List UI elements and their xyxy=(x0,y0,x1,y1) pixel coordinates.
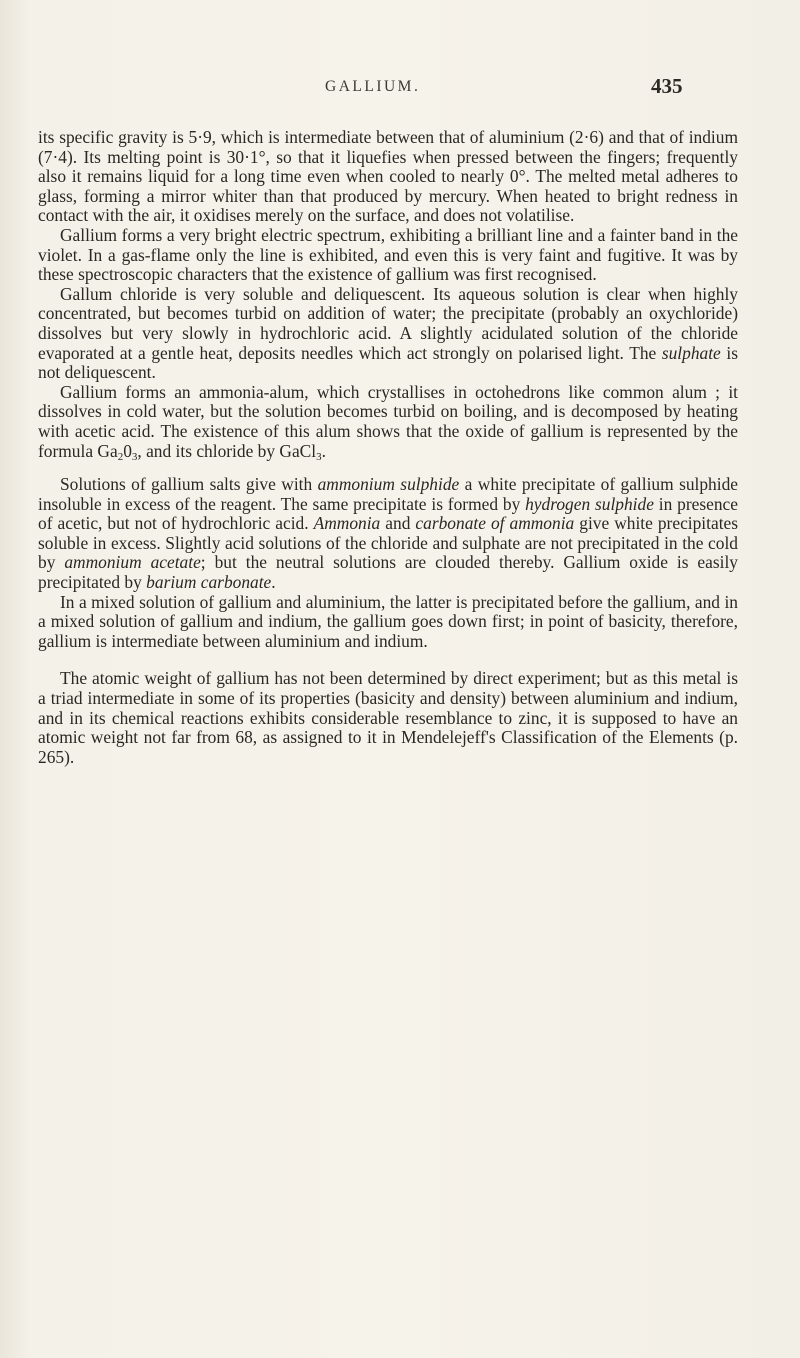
term-ammonium-acetate: ammonium acetate xyxy=(64,552,201,573)
formula-ga: Ga xyxy=(97,440,118,461)
term-ammonia: Ammonia xyxy=(313,513,381,534)
paragraph-spectrum: Gallium forms a very bright electric spectrum, exhibiting a brilliant line and a fainter band in the violet. In a gas-flame only the line is exhibited, and even this is very faint and fugitive. It was by these spectroscopic characters that the existence of gallium was first recognised. xyxy=(38,224,738,285)
paragraph-mixed-solution: In a mixed solution of gallium and aluminium, the latter is precipitated before the gallium, and in a mixed solution of gallium and indium, the gallium goes down first; in point of basicity, therefore, gallium is intermediate between aluminium and indium. xyxy=(38,591,738,651)
term-hydrogen-sulphide: hydrogen sulphide xyxy=(525,493,654,514)
paragraph-specific-gravity: its specific gravity is 5·9, which is intermediate between that of aluminium (2·6) and that of indium (7·4). Its melting point is 30·1°, so that it liquefies when pressed between the fingers; frequently also it remains liquid for a long time even when cooled to nearly 0°. The melted metal adheres to glass, forming a mirror whiter than that produced by mercury. When heated to bright redness in contact with the air, it oxidises merely on the surface, and does not volatilise. xyxy=(38,127,738,226)
paragraph-alum xyxy=(38,383,738,461)
term-ammonium-sulphide: ammonium sulphide xyxy=(317,474,460,495)
reactions-text-c: in presence of acetic, but not of hydrochloric acid. xyxy=(38,493,738,534)
page-number: 435 xyxy=(651,74,683,98)
formula-sub-3: 3 xyxy=(131,450,138,463)
reactions-and: and xyxy=(380,513,416,534)
body-text xyxy=(38,128,738,767)
running-head: GALLIUM. xyxy=(325,78,421,95)
reactions-text-b: a white precipitate of gallium sulphide insoluble in excess of the reagent. The same precipitate is formed by xyxy=(38,474,738,514)
term-barium-carbonate: barium carbonate xyxy=(146,572,272,593)
alum-end: . xyxy=(321,440,326,461)
formula-chloride xyxy=(279,441,321,461)
chloride-text-a: Gallum chloride is very soluble and deliquescent. Its aqueous solution is clear when highly concentrated, but becomes turbid on addition of water; the precipitate (probably an oxychloride) dissolves but very slowly in hydrochloric acid. A slightly acidulated solution of the chloride evaporated at a gentle heat, deposits needles which act strongly on polarised light. The xyxy=(38,283,738,363)
reactions-text-f: . xyxy=(271,572,276,593)
alum-text-b: , and its chloride by xyxy=(137,440,280,461)
paragraph-reactions xyxy=(38,475,738,593)
term-carbonate-of-ammonia: carbonate of ammonia xyxy=(415,513,575,534)
paragraph-atomic-weight: The atomic weight of gallium has not been determined by direct experiment; but as this metal is a triad intermediate in some of its properties (basicity and density) between aluminium and indium, and in its chemical reactions exhibits considerable resemblance to zinc, it is supposed to have an atomic weight not far from 68, as assigned to it in Mendelejeff's Classification of the Elements (p. 265). xyxy=(38,668,738,767)
formula-oxide xyxy=(97,441,137,461)
reactions-text-d: give white precipitates soluble in excess. Slightly acid solutions of the chloride and sulphate are not precipitated in the cold by xyxy=(38,513,739,573)
formula-gacl: GaCl xyxy=(279,440,317,461)
formula-o: 0 xyxy=(123,440,132,461)
alum-text-a: Gallium forms an ammonia-alum, which crystallises in octohedrons like common alum ; it dissolves in cold water, but the solution becomes turbid on boiling, and is decomposed by heating with acetic acid. The existence of this alum shows that the oxide of gallium is represented by the formula xyxy=(38,381,738,461)
reactions-text-a: Solutions of gallium salts give with xyxy=(60,474,318,495)
term-sulphate: sulphate xyxy=(661,342,721,363)
chloride-text-b: is not deliquescent. xyxy=(38,342,738,383)
reactions-text-e: ; but the neutral solutions are clouded thereby. Gallium oxide is easily precipitated by xyxy=(38,552,738,593)
formula-sub-2: 2 xyxy=(117,450,124,463)
formula-sub-3b: 3 xyxy=(316,450,322,463)
paragraph-chloride xyxy=(38,285,738,383)
page-header xyxy=(0,74,800,104)
